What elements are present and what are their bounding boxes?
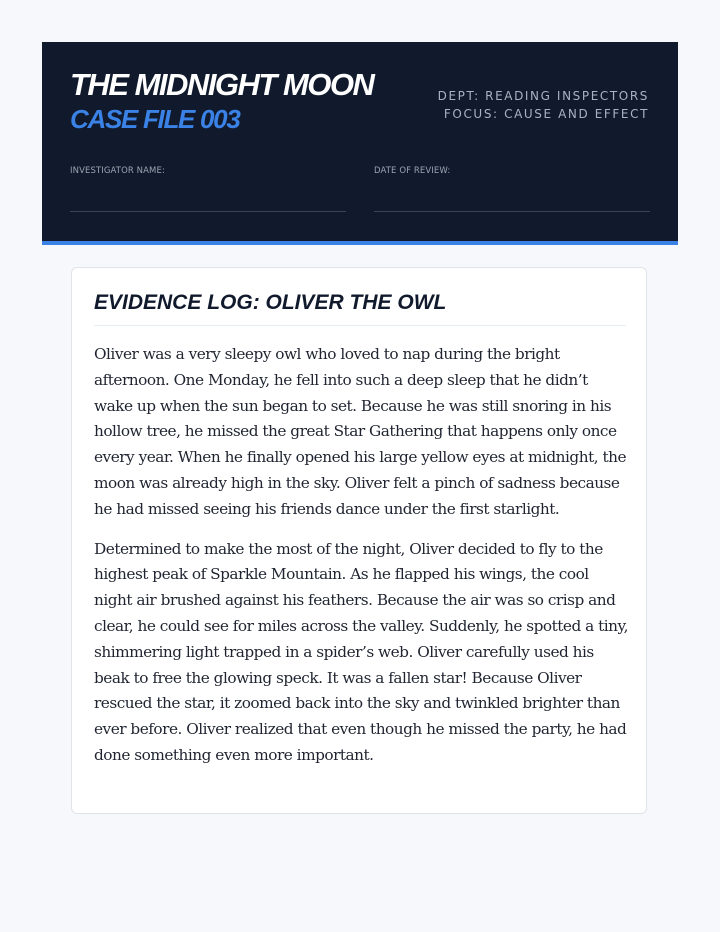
- date-of-review-field[interactable]: [374, 211, 650, 212]
- investigator-name-field[interactable]: [70, 211, 346, 212]
- story-text: [94, 342, 629, 783]
- title-divider: [94, 325, 626, 326]
- story-title: THE MIDNIGHT MOON: [70, 67, 374, 102]
- evidence-log-title: EVIDENCE LOG: OLIVER THE OWL: [94, 291, 447, 314]
- evidence-log-card: [71, 267, 647, 814]
- investigator-name-label: INVESTIGATOR NAME:: [70, 166, 165, 176]
- story-paragraph: Oliver was a very sleepy owl who loved to nap during the bright afternoon. One Monday, he fell into such a deep sleep that he didn’t wake up when the sun began to set. Because he was still snoring in his hollow tree, he missed the great Star Gathering that happens only once every year. When he finally opened his large yellow eyes at midnight, the moon was already high in the sky. Oliver felt a pinch of sadness because he had missed seeing his friends dance under the first starlight.: [94, 345, 626, 518]
- department-label: DEPT: READING INSPECTORS: [437, 89, 649, 103]
- story-paragraph: Determined to make the most of the night, Oliver decided to fly to the highest peak of Sparkle Mountain. As he flapped his wings, the cool night air brushed against his feathers. Because the air was so crisp and clear, he could see for miles across the valley. Suddenly, he spotted a tiny, shimmering light trapped in a spider’s web. Oliver carefully used his beak to free the glowing speck. It was a fallen star! Because Oliver rescued the star, it zoomed back into the sky and twinkled brighter than ever before. Oliver realized that even though he missed the party, he had done something even more important.: [94, 539, 628, 764]
- case-file-number: CASE FILE 003: [70, 104, 240, 134]
- department-info: [438, 87, 649, 123]
- case-header: [42, 42, 678, 245]
- focus-label: FOCUS: CAUSE AND EFFECT: [443, 107, 649, 121]
- date-of-review-label: DATE OF REVIEW:: [374, 166, 451, 176]
